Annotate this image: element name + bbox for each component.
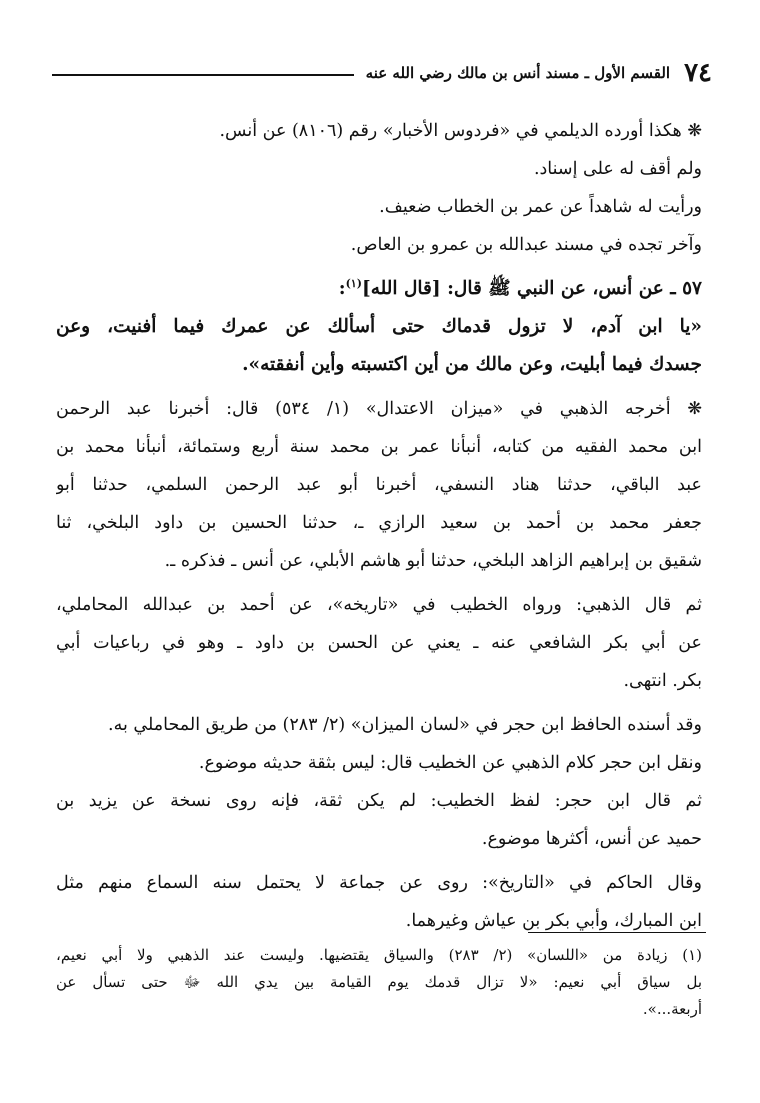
hadith-heading-text: ٥٧ ـ عن أنس، عن النبي ﷺ قال: [قال الله]: [361, 278, 702, 299]
hadith-heading: [56, 270, 702, 308]
text-line: شقيق بن إبراهيم الزاهد البلخي، حدثنا أبو هاشم الأبلي، عن أنس ـ فذكره ـ.: [164, 551, 702, 571]
text-line: جعفر محمد بن أحمد بن سعيد الرازي ـ، حدثنا الحسين بن داود البلخي، ثنا: [56, 513, 702, 533]
footnotes: [56, 942, 702, 1023]
hadith-text-line: «يا ابن آدم، لا تزول قدماك حتى أسألك عن عمرك فيما أفنيت، وعن: [56, 316, 702, 337]
text-line: بكر. انتهى.: [623, 671, 702, 691]
text-line: وقال الحاكم في «التاريخ»: روى عن جماعة لا يحتمل سنه السماع منهم مثل: [56, 873, 702, 893]
text-line: عن أبي بكر الشافعي عنه ـ يعني عن الحسن بن داود ـ وهو في رباعيات أبي: [56, 633, 702, 653]
hadith-text-line: جسدك فيما أبليت، وعن مالك من أين اكتسبته وأين أنفقته».: [242, 354, 702, 375]
header-rule: [52, 74, 354, 76]
footnote-line: بل سياق أبي نعيم: «لا تزال قدمك يوم القيامة بين يدي الله ﷻ حتى تسأل عن: [56, 973, 702, 991]
text-line: ❋ هكذا أورده الديلمي في «فردوس الأخبار» رقم (٨١٠٦) عن أنس.: [219, 121, 702, 141]
footnote-marker: (١): [345, 276, 362, 290]
book-page: [52, 0, 712, 1103]
text-line: ورأيت له شاهداً عن عمر بن الخطاب ضعيف.: [379, 197, 702, 217]
text-line: ابن المبارك، وأبي بكر بن عياش وغيرهما.: [405, 911, 702, 931]
footnote-rule: [528, 932, 706, 933]
running-title: القسم الأول ـ مسند أنس بن مالك رضي الله عنه: [365, 64, 671, 82]
main-text: [56, 112, 702, 940]
text-line: عبد الباقي، حدثنا هناد النسفي، أخبرنا أبو عبد الرحمن السلمي، حدثنا أبو: [56, 475, 702, 495]
text-line: ونقل ابن حجر كلام الذهبي عن الخطيب قال: ليس بثقة حديثه موضوع.: [198, 753, 702, 773]
text-line: ولم أقف له على إسناد.: [533, 159, 702, 179]
footnote-line: أربعة...».: [642, 1000, 702, 1018]
text-line: ابن محمد الفقيه من كتابه، أنبأنا عمر بن محمد سنة أربع وستمائة، أنبأنا محمد بن: [56, 437, 702, 457]
footnote-line: (١) زيادة من «اللسان» (٢/ ٢٨٣) والسياق يقتضيها. وليست عند الذهبي ولا أبي نعيم،: [56, 946, 702, 964]
page-number: ٧٤: [684, 58, 712, 88]
text-line: حميد عن أنس، أكثرها موضوع.: [481, 829, 702, 849]
text-line: وقد أسنده الحافظ ابن حجر في «لسان الميزان» (٢/ ٢٨٣) من طريق المحاملي به.: [108, 715, 702, 735]
hadith-heading-colon: :: [338, 278, 346, 299]
page-header: [52, 58, 712, 88]
text-line: وآخر تجده في مسند عبدالله بن عمرو بن العاص.: [350, 235, 702, 255]
text-line: ❋ أخرجه الذهبي في «ميزان الاعتدال» (١/ ٥٣٤) قال: أخبرنا عبد الرحمن: [56, 399, 702, 419]
text-line: ثم قال ابن حجر: لفظ الخطيب: لم يكن ثقة، فإنه روى نسخة عن يزيد بن: [56, 791, 702, 811]
text-line: ثم قال الذهبي: ورواه الخطيب في «تاريخه»، عن أحمد بن عبدالله المحاملي،: [56, 595, 702, 615]
